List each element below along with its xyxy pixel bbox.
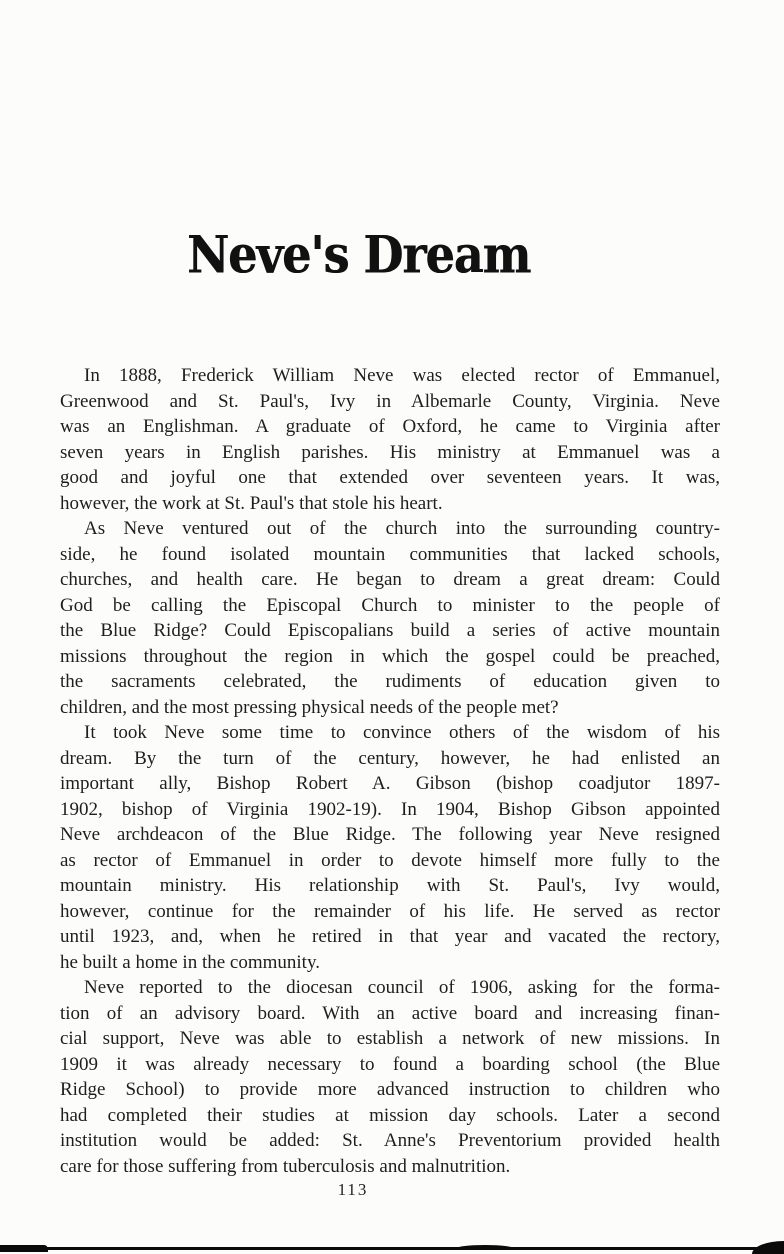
text-line: the sacraments celebrated, the rudiments of education given to: [60, 671, 720, 692]
text-line: tion of an advisory board. With an active board and increasing finan-: [60, 1002, 720, 1024]
text-line: institution would be added: St. Anne's Preventorium provided health: [60, 1130, 720, 1151]
text-line: It took Neve some time to convince others of the wisdom of his: [84, 722, 720, 743]
paragraph: [60, 720, 720, 975]
paragraph: [60, 363, 720, 516]
chapter-title: Neve's Dream: [187, 224, 531, 285]
text-line: cial support, Neve was able to establish a network of new missions. In: [60, 1028, 720, 1049]
text-line: God be calling the Episcopal Church to minister to the people of: [60, 594, 720, 616]
text-line: was an Englishman. A graduate of Oxford, he came to Virginia after: [60, 416, 720, 437]
text-line: As Neve ventured out of the church into the surrounding country-: [84, 518, 720, 539]
scan-edge-line: [0, 1247, 784, 1250]
text-line: Neve archdeacon of the Blue Ridge. The following year Neve resigned: [60, 824, 720, 845]
text-line: mountain ministry. His relationship with St. Paul's, Ivy would,: [60, 875, 720, 896]
text-line: Greenwood and St. Paul's, Ivy in Albemarle County, Virginia. Neve: [60, 390, 720, 412]
text-line: 1902, bishop of Virginia 1902-19). In 1904, Bishop Gibson appointed: [60, 798, 720, 820]
text-line: he built a home in the community.: [60, 951, 320, 973]
text-line: important ally, Bishop Robert A. Gibson (bishop coadjutor 1897-: [60, 773, 720, 794]
text-line: side, he found isolated mountain communities that lacked schools,: [60, 543, 720, 565]
text-line: missions throughout the region in which the gospel could be preached,: [60, 645, 720, 667]
text-line: until 1923, and, when he retired in that year and vacated the rectory,: [60, 926, 720, 947]
text-line: care for those suffering from tuberculosis and malnutrition.: [60, 1155, 511, 1177]
scan-artifact-corner: [752, 1241, 784, 1254]
text-line: In 1888, Frederick William Neve was elected rector of Emmanuel,: [84, 365, 720, 386]
text-line: as rector of Emmanuel in order to devote himself more fully to the: [60, 849, 720, 871]
text-line: dream. By the turn of the century, however, he had enlisted an: [60, 747, 720, 769]
text-line: had completed their studies at mission day schools. Later a second: [60, 1104, 720, 1126]
text-line: good and joyful one that extended over seventeen years. It was,: [60, 467, 720, 488]
paragraph: [60, 516, 720, 720]
paragraph: [60, 975, 720, 1179]
scan-artifact-middle: [455, 1245, 515, 1249]
scan-artifact-left: [0, 1245, 48, 1252]
page-number: 113: [337, 1180, 369, 1199]
text-line: seven years in English parishes. His ministry at Emmanuel was a: [60, 441, 720, 463]
text-line: however, continue for the remainder of his life. He served as rector: [60, 900, 720, 922]
text-line: 1909 it was already necessary to found a boarding school (the Blue: [60, 1053, 720, 1075]
text-line: Neve reported to the diocesan council of 1906, asking for the forma-: [84, 977, 720, 998]
text-line: children, and the most pressing physical needs of the people met?: [60, 696, 559, 718]
text-line: however, the work at St. Paul's that stole his heart.: [60, 492, 443, 514]
text-line: Ridge School) to provide more advanced instruction to children who: [60, 1079, 720, 1100]
text-line: the Blue Ridge? Could Episcopalians build a series of active mountain: [60, 620, 720, 641]
text-line: churches, and health care. He began to dream a great dream: Could: [60, 569, 720, 590]
body-text: [60, 363, 720, 1179]
